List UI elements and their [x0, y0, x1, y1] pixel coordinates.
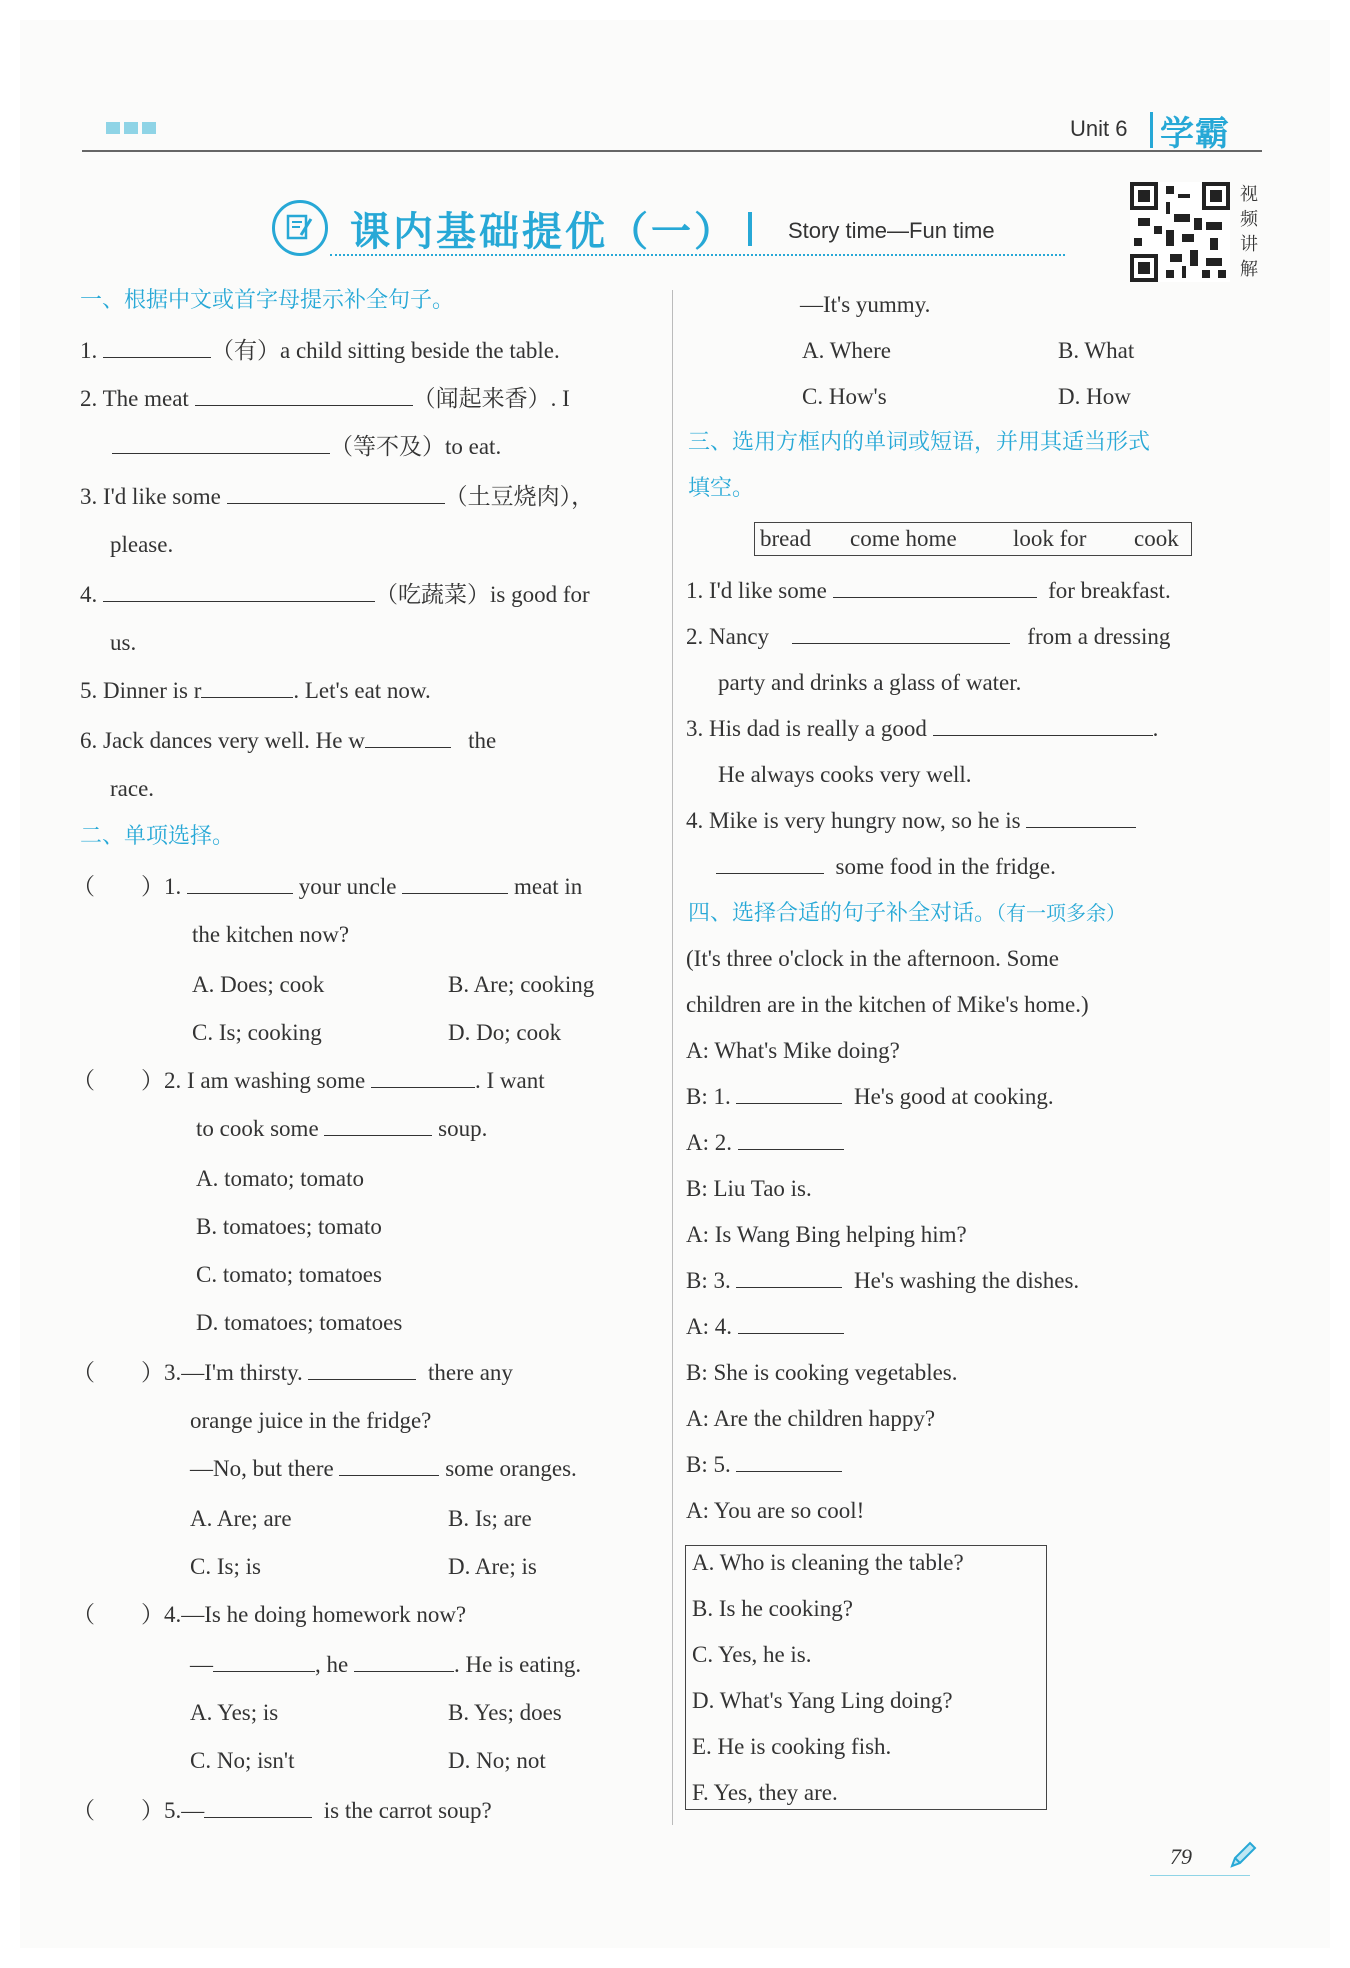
s2-q3-cont2: —No, but there some oranges. — [190, 1456, 577, 1481]
page-number-rule — [1150, 1875, 1250, 1876]
dialogue-option: D. What's Yang Ling doing? — [692, 1688, 953, 1713]
pencil-icon — [1228, 1840, 1258, 1875]
answer-blank[interactable] — [187, 873, 293, 894]
answer-blank[interactable] — [933, 715, 1153, 736]
option[interactable]: D. Do; cook — [448, 1020, 562, 1045]
dialogue-line: B: 1. He's good at cooking. — [686, 1084, 1054, 1109]
answer-paren[interactable]: （ ） — [72, 1360, 164, 1385]
answer-blank[interactable] — [195, 385, 413, 406]
option[interactable]: D. How — [1058, 384, 1131, 409]
option[interactable]: D. No; not — [448, 1748, 546, 1773]
header-rule — [82, 150, 1262, 152]
answer-paren[interactable]: （ ） — [72, 1798, 164, 1823]
option[interactable]: B. Are; cooking — [448, 972, 595, 997]
s1-q2-cont: （等不及）to eat. — [112, 432, 501, 462]
answer-blank[interactable] — [201, 677, 293, 698]
option[interactable]: C. No; isn't — [190, 1748, 295, 1773]
s2-q4-cont: — , he . He is eating. — [190, 1652, 582, 1677]
dialogue-option: C. Yes, he is. — [692, 1642, 812, 1667]
option[interactable]: B. tomatoes; tomato — [196, 1214, 382, 1239]
page-title: 课内基础提优（一） — [350, 209, 737, 255]
brand-logo: 学霸 — [1160, 114, 1230, 154]
section-1-heading: 一、根据中文或首字母提示补全句子。 — [80, 288, 455, 313]
answer-blank[interactable] — [103, 337, 211, 358]
answer-blank[interactable] — [833, 577, 1037, 598]
s2-q2: （ ）2. I am washing some . I want — [72, 1068, 545, 1093]
header-decor — [124, 122, 138, 134]
option[interactable]: B. Is; are — [448, 1506, 532, 1531]
option[interactable]: D. Are; is — [448, 1554, 537, 1579]
dialogue-line: B: Liu Tao is. — [686, 1176, 812, 1201]
dialogue-line: A: What's Mike doing? — [686, 1038, 900, 1063]
answer-paren[interactable]: （ ） — [72, 874, 164, 899]
s3-q3-cont: He always cooks very well. — [718, 762, 972, 787]
option[interactable]: C. Is; is — [190, 1554, 261, 1579]
s2-q5: （ ）5.— is the carrot soup? — [72, 1798, 492, 1823]
s1-q6: 6. Jack dances very well. He w the — [80, 728, 497, 753]
dialogue-line: A: You are so cool! — [686, 1498, 865, 1523]
s2-q3: （ ）3.—I'm thirsty. there any — [72, 1360, 513, 1385]
answer-blank[interactable] — [103, 581, 375, 602]
answer-blank[interactable] — [324, 1115, 432, 1136]
s1-q4-cont: us. — [110, 630, 137, 655]
word-box — [754, 522, 1192, 556]
s1-q3: 3. I'd like some （土豆烧肉）， — [80, 484, 595, 509]
option[interactable]: A. Where — [802, 338, 891, 363]
s1-q2: 2. The meat （闻起来香）. I — [80, 386, 570, 411]
s2-q3-cont: orange juice in the fridge? — [190, 1408, 432, 1433]
answer-blank[interactable] — [308, 1359, 416, 1380]
brand-bar — [1150, 112, 1153, 148]
header-decor — [106, 122, 120, 134]
s2-q2-cont: to cook some soup. — [196, 1116, 488, 1141]
answer-blank[interactable] — [354, 1651, 454, 1672]
option[interactable]: A. Does; cook — [192, 972, 325, 997]
page-number: 79 — [1170, 1844, 1192, 1869]
header-decor — [142, 122, 156, 134]
s4-intro-cont: children are in the kitchen of Mike's home.) — [686, 992, 1089, 1017]
answer-blank[interactable] — [738, 1129, 844, 1150]
option[interactable]: A. Are; are — [190, 1506, 292, 1531]
answer-blank[interactable] — [213, 1651, 315, 1672]
answer-blank[interactable] — [339, 1455, 439, 1476]
dialogue-line: A: 4. — [686, 1312, 844, 1342]
answer-blank[interactable] — [1026, 807, 1136, 828]
answer-blank[interactable] — [738, 1313, 844, 1334]
answer-blank[interactable] — [736, 1451, 842, 1472]
unit-label: Unit 6 — [1070, 116, 1128, 141]
option[interactable]: B. Yes; does — [448, 1700, 562, 1725]
s3-q4-cont: some food in the fridge. — [716, 852, 1056, 882]
answer-blank[interactable] — [402, 873, 508, 894]
options-box — [685, 1545, 1047, 1810]
dialogue-line: A: 2. — [686, 1128, 844, 1158]
option[interactable]: A. tomato; tomato — [196, 1166, 365, 1191]
s2-q1-cont: the kitchen now? — [192, 922, 350, 947]
answer-blank[interactable] — [204, 1797, 312, 1818]
answer-blank[interactable] — [112, 433, 330, 454]
answer-paren[interactable]: （ ） — [72, 1602, 164, 1627]
answer-blank[interactable] — [792, 623, 1010, 644]
dialogue-line: A: Are the children happy? — [686, 1406, 936, 1431]
notebook-icon — [272, 200, 328, 256]
option[interactable]: C. tomato; tomatoes — [196, 1262, 382, 1287]
title-bar — [748, 212, 752, 246]
s3-q2-cont: party and drinks a glass of water. — [718, 670, 1022, 695]
answer-blank[interactable] — [371, 1067, 475, 1088]
word-bank-item: come home — [850, 526, 957, 551]
answer-blank[interactable] — [736, 1267, 842, 1288]
section-3-heading: 三、选用方框内的单词或短语，并用其适当形式 — [688, 430, 1151, 455]
s4-intro: (It's three o'clock in the afternoon. Some — [686, 946, 1059, 971]
page-subtitle: Story time—Fun time — [788, 218, 995, 243]
option[interactable]: B. What — [1058, 338, 1135, 363]
option[interactable]: C. Is; cooking — [192, 1020, 322, 1045]
s2-q4: （ ）4.—Is he doing homework now? — [72, 1602, 467, 1627]
s1-q3-cont: please. — [110, 532, 174, 557]
answer-blank[interactable] — [716, 853, 824, 874]
dialogue-line: B: 3. He's washing the dishes. — [686, 1268, 1080, 1293]
column-divider — [672, 290, 673, 1825]
answer-paren[interactable]: （ ） — [72, 1068, 164, 1093]
s2-q5-cont: —It's yummy. — [800, 292, 931, 317]
title-underline — [330, 254, 1065, 256]
answer-blank[interactable] — [227, 483, 445, 504]
option[interactable]: D. tomatoes; tomatoes — [196, 1310, 403, 1335]
word-bank-item: cook — [1134, 526, 1179, 551]
option[interactable]: C. How's — [802, 384, 887, 409]
word-bank-item: bread — [760, 526, 812, 551]
s2-q1: （ ）1. your uncle meat in — [72, 874, 583, 899]
dialogue-option: A. Who is cleaning the table? — [692, 1550, 964, 1575]
section-3-heading-cont: 填空。 — [688, 476, 755, 501]
s3-q2: 2. Nancy from a dressing — [686, 624, 1171, 649]
answer-blank[interactable] — [365, 727, 451, 748]
option[interactable]: A. Yes; is — [190, 1700, 279, 1725]
word-bank-item: look for — [1013, 526, 1087, 551]
dialogue-line: B: She is cooking vegetables. — [686, 1360, 958, 1385]
dialogue-option: F. Yes, they are. — [692, 1780, 838, 1805]
s1-q5: 5. Dinner is r . Let's eat now. — [80, 678, 431, 703]
dialogue-line: A: Is Wang Bing helping him? — [686, 1222, 967, 1247]
qr-caption: 视 频 讲 解 — [1240, 184, 1258, 280]
s1-q6-cont: race. — [110, 776, 155, 801]
section-2-heading: 二、单项选择。 — [80, 824, 235, 849]
dialogue-option: E. He is cooking fish. — [692, 1734, 892, 1759]
s1-q4: 4. （吃蔬菜）is good for — [80, 582, 590, 607]
dialogue-line: B: 5. — [686, 1450, 842, 1480]
s3-q4: 4. Mike is very hungry now, so he is — [686, 806, 1136, 836]
s3-q1: 1. I'd like some for breakfast. — [686, 578, 1171, 603]
section-4-heading: 四、选择合适的句子补全对话。（有一项多余） — [688, 901, 1127, 926]
qr-code-icon[interactable] — [1130, 182, 1230, 282]
s1-q1: 1. （有）a child sitting beside the table. — [80, 338, 560, 363]
s3-q3: 3. His dad is really a good . — [686, 716, 1159, 741]
answer-blank[interactable] — [736, 1083, 842, 1104]
dialogue-option: B. Is he cooking? — [692, 1596, 853, 1621]
